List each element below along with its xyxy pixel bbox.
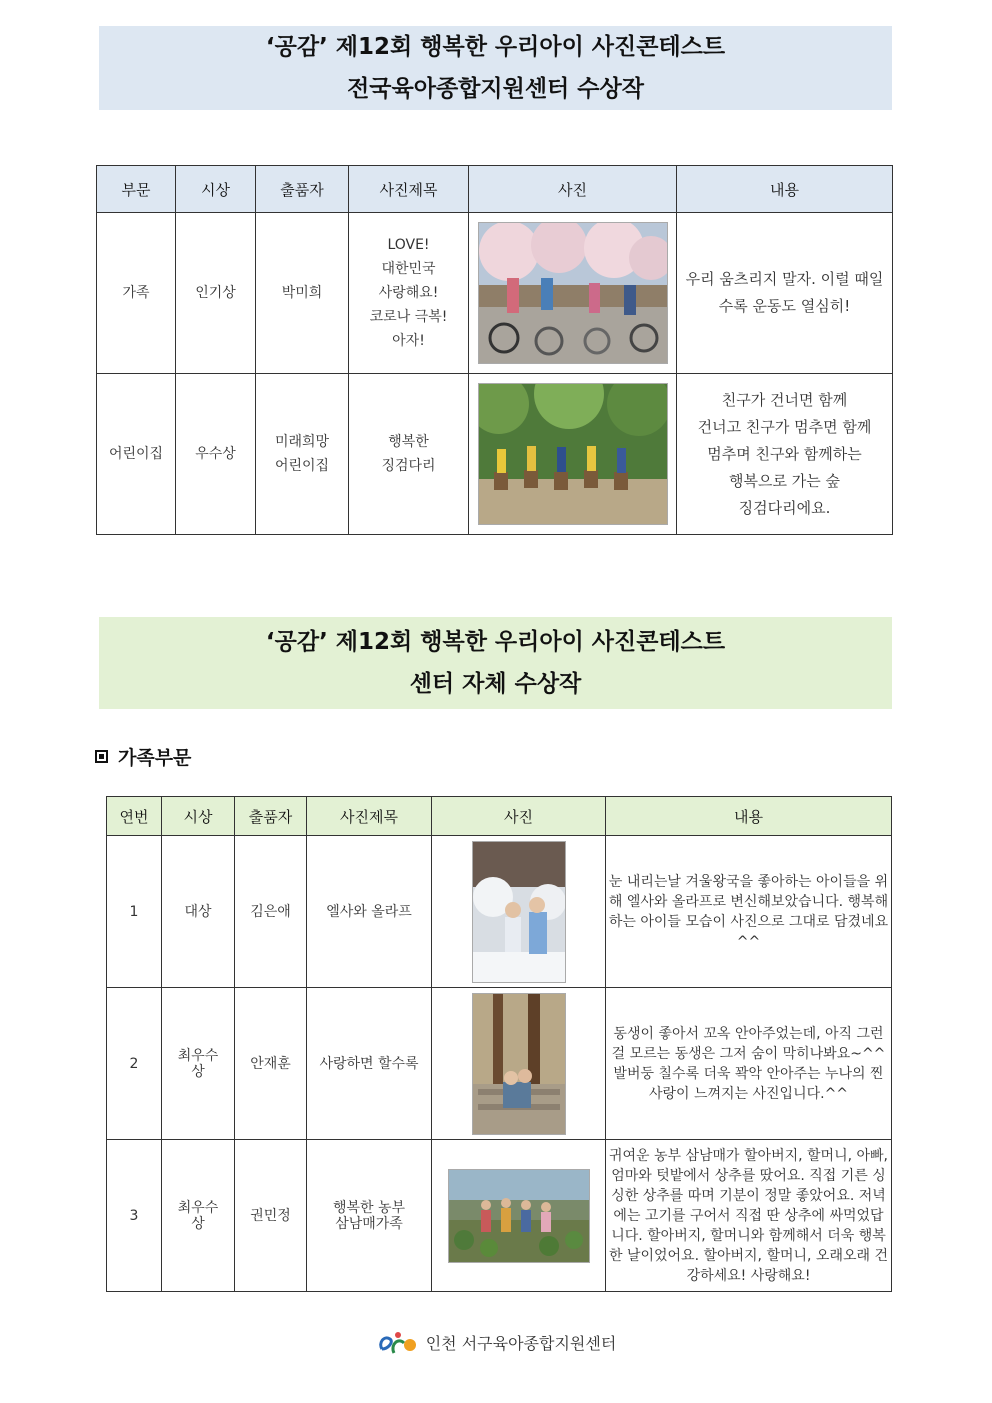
header-no: 연번 — [107, 797, 162, 836]
header-award: 시상 — [176, 166, 256, 213]
cell-photo — [432, 836, 606, 988]
cell-author: 김은애 — [235, 836, 307, 988]
cell-photo — [432, 1140, 606, 1292]
footer-org-name: 인천 서구육아종합지원센터 — [425, 1333, 617, 1353]
header-award: 시상 — [162, 797, 235, 836]
national-awards-table — [96, 165, 893, 535]
photo-hugging-siblings — [472, 993, 566, 1135]
table-row — [97, 213, 893, 374]
section-family-label: 가족부문 — [118, 746, 192, 769]
cell-content: 눈 내리는날 겨울왕국을 좋아하는 아이들을 위해 엘사와 올라프로 변신해보았습니다. 행복해하는 아이들 모습이 사진으로 그대로 담겼네요^^ — [606, 836, 892, 988]
cell-no: 3 — [107, 1140, 162, 1292]
photo-elsa-olaf — [472, 841, 566, 983]
header-title: 사진제목 — [307, 797, 432, 836]
center-logo-icon — [376, 1327, 420, 1357]
cell-author: 안재훈 — [235, 988, 307, 1140]
photo-farmer-family — [448, 1169, 590, 1263]
header-photo: 사진 — [469, 166, 677, 213]
cell-content: 귀여운 농부 삼남매가 할아버지, 할머니, 아빠, 엄마와 텃밭에서 상추를 땄어요. 직접 기른 싱싱한 상추를 따며 기분이 정말 좋았어요. 저녁에는 고기를 구어서 직접 딴 상추에 싸먹었답니다. 할아버지, 할머니와 함께해서 더욱 행복한 날이었어요. 할아버지, 할머니, 오래오래 건강하세요! 사랑해요! — [606, 1140, 892, 1292]
cell-title: 행복한 징검다리 — [349, 374, 469, 535]
cell-photo — [469, 213, 677, 374]
cell-award: 대상 — [162, 836, 235, 988]
cell-content: 우리 움츠리지 말자. 이럴 때일수록 운동도 열심히! — [677, 213, 893, 374]
cell-photo — [432, 988, 606, 1140]
table-header-row — [97, 166, 893, 213]
cell-title: LOVE! 대한민국 사랑해요! 코로나 극복! 아자! — [349, 213, 469, 374]
table-row — [107, 836, 892, 988]
square-bullet-icon — [95, 750, 108, 763]
section-family — [95, 742, 191, 770]
banner-national-line1: ‘공감’ 제12회 행복한 우리아이 사진콘테스트 — [265, 34, 726, 60]
header-category: 부문 — [97, 166, 176, 213]
cell-no: 2 — [107, 988, 162, 1140]
cell-award: 최우수 상 — [162, 1140, 235, 1292]
table-header-row — [107, 797, 892, 836]
cell-category: 어린이집 — [97, 374, 176, 535]
banner-national — [99, 26, 892, 110]
center-awards-table — [106, 796, 892, 1292]
photo-bicycles — [478, 222, 668, 364]
cell-title: 행복한 농부 삼남매가족 — [307, 1140, 432, 1292]
cell-award: 최우수 상 — [162, 988, 235, 1140]
cell-photo — [469, 374, 677, 535]
banner-center-line1: ‘공감’ 제12회 행복한 우리아이 사진콘테스트 — [265, 629, 726, 655]
table-row — [107, 988, 892, 1140]
header-title: 사진제목 — [349, 166, 469, 213]
cell-title: 사랑하면 할수록 — [307, 988, 432, 1140]
header-author: 출품자 — [256, 166, 349, 213]
cell-award: 우수상 — [176, 374, 256, 535]
table-row — [97, 374, 893, 535]
cell-author: 권민정 — [235, 1140, 307, 1292]
cell-award: 인기상 — [176, 213, 256, 374]
header-content: 내용 — [677, 166, 893, 213]
cell-author: 박미희 — [256, 213, 349, 374]
banner-national-line2: 전국육아종합지원센터 수상작 — [347, 76, 644, 102]
cell-author: 미래희망 어린이집 — [256, 374, 349, 535]
banner-center-line2: 센터 자체 수상작 — [409, 671, 582, 697]
cell-content: 동생이 좋아서 꼬옥 안아주었는데, 아직 그런걸 모르는 동생은 그저 숨이 막히나봐요~^^ 발버둥 칠수록 더욱 꽉악 안아주는 누나의 찐사랑이 느껴지는 사진입니다.^^ — [606, 988, 892, 1140]
table-row — [107, 1140, 892, 1292]
header-author: 출품자 — [235, 797, 307, 836]
cell-title: 엘사와 올라프 — [307, 836, 432, 988]
banner-center — [99, 617, 892, 709]
footer — [0, 1327, 992, 1357]
header-content: 내용 — [606, 797, 892, 836]
cell-content: 친구가 건너면 함께 건너고 친구가 멈추면 함께 멈추며 친구와 함께하는 행복으로 가는 숲 징검다리에요. — [677, 374, 893, 535]
photo-stepping-stones — [478, 383, 668, 525]
cell-no: 1 — [107, 836, 162, 988]
header-photo: 사진 — [432, 797, 606, 836]
cell-category: 가족 — [97, 213, 176, 374]
